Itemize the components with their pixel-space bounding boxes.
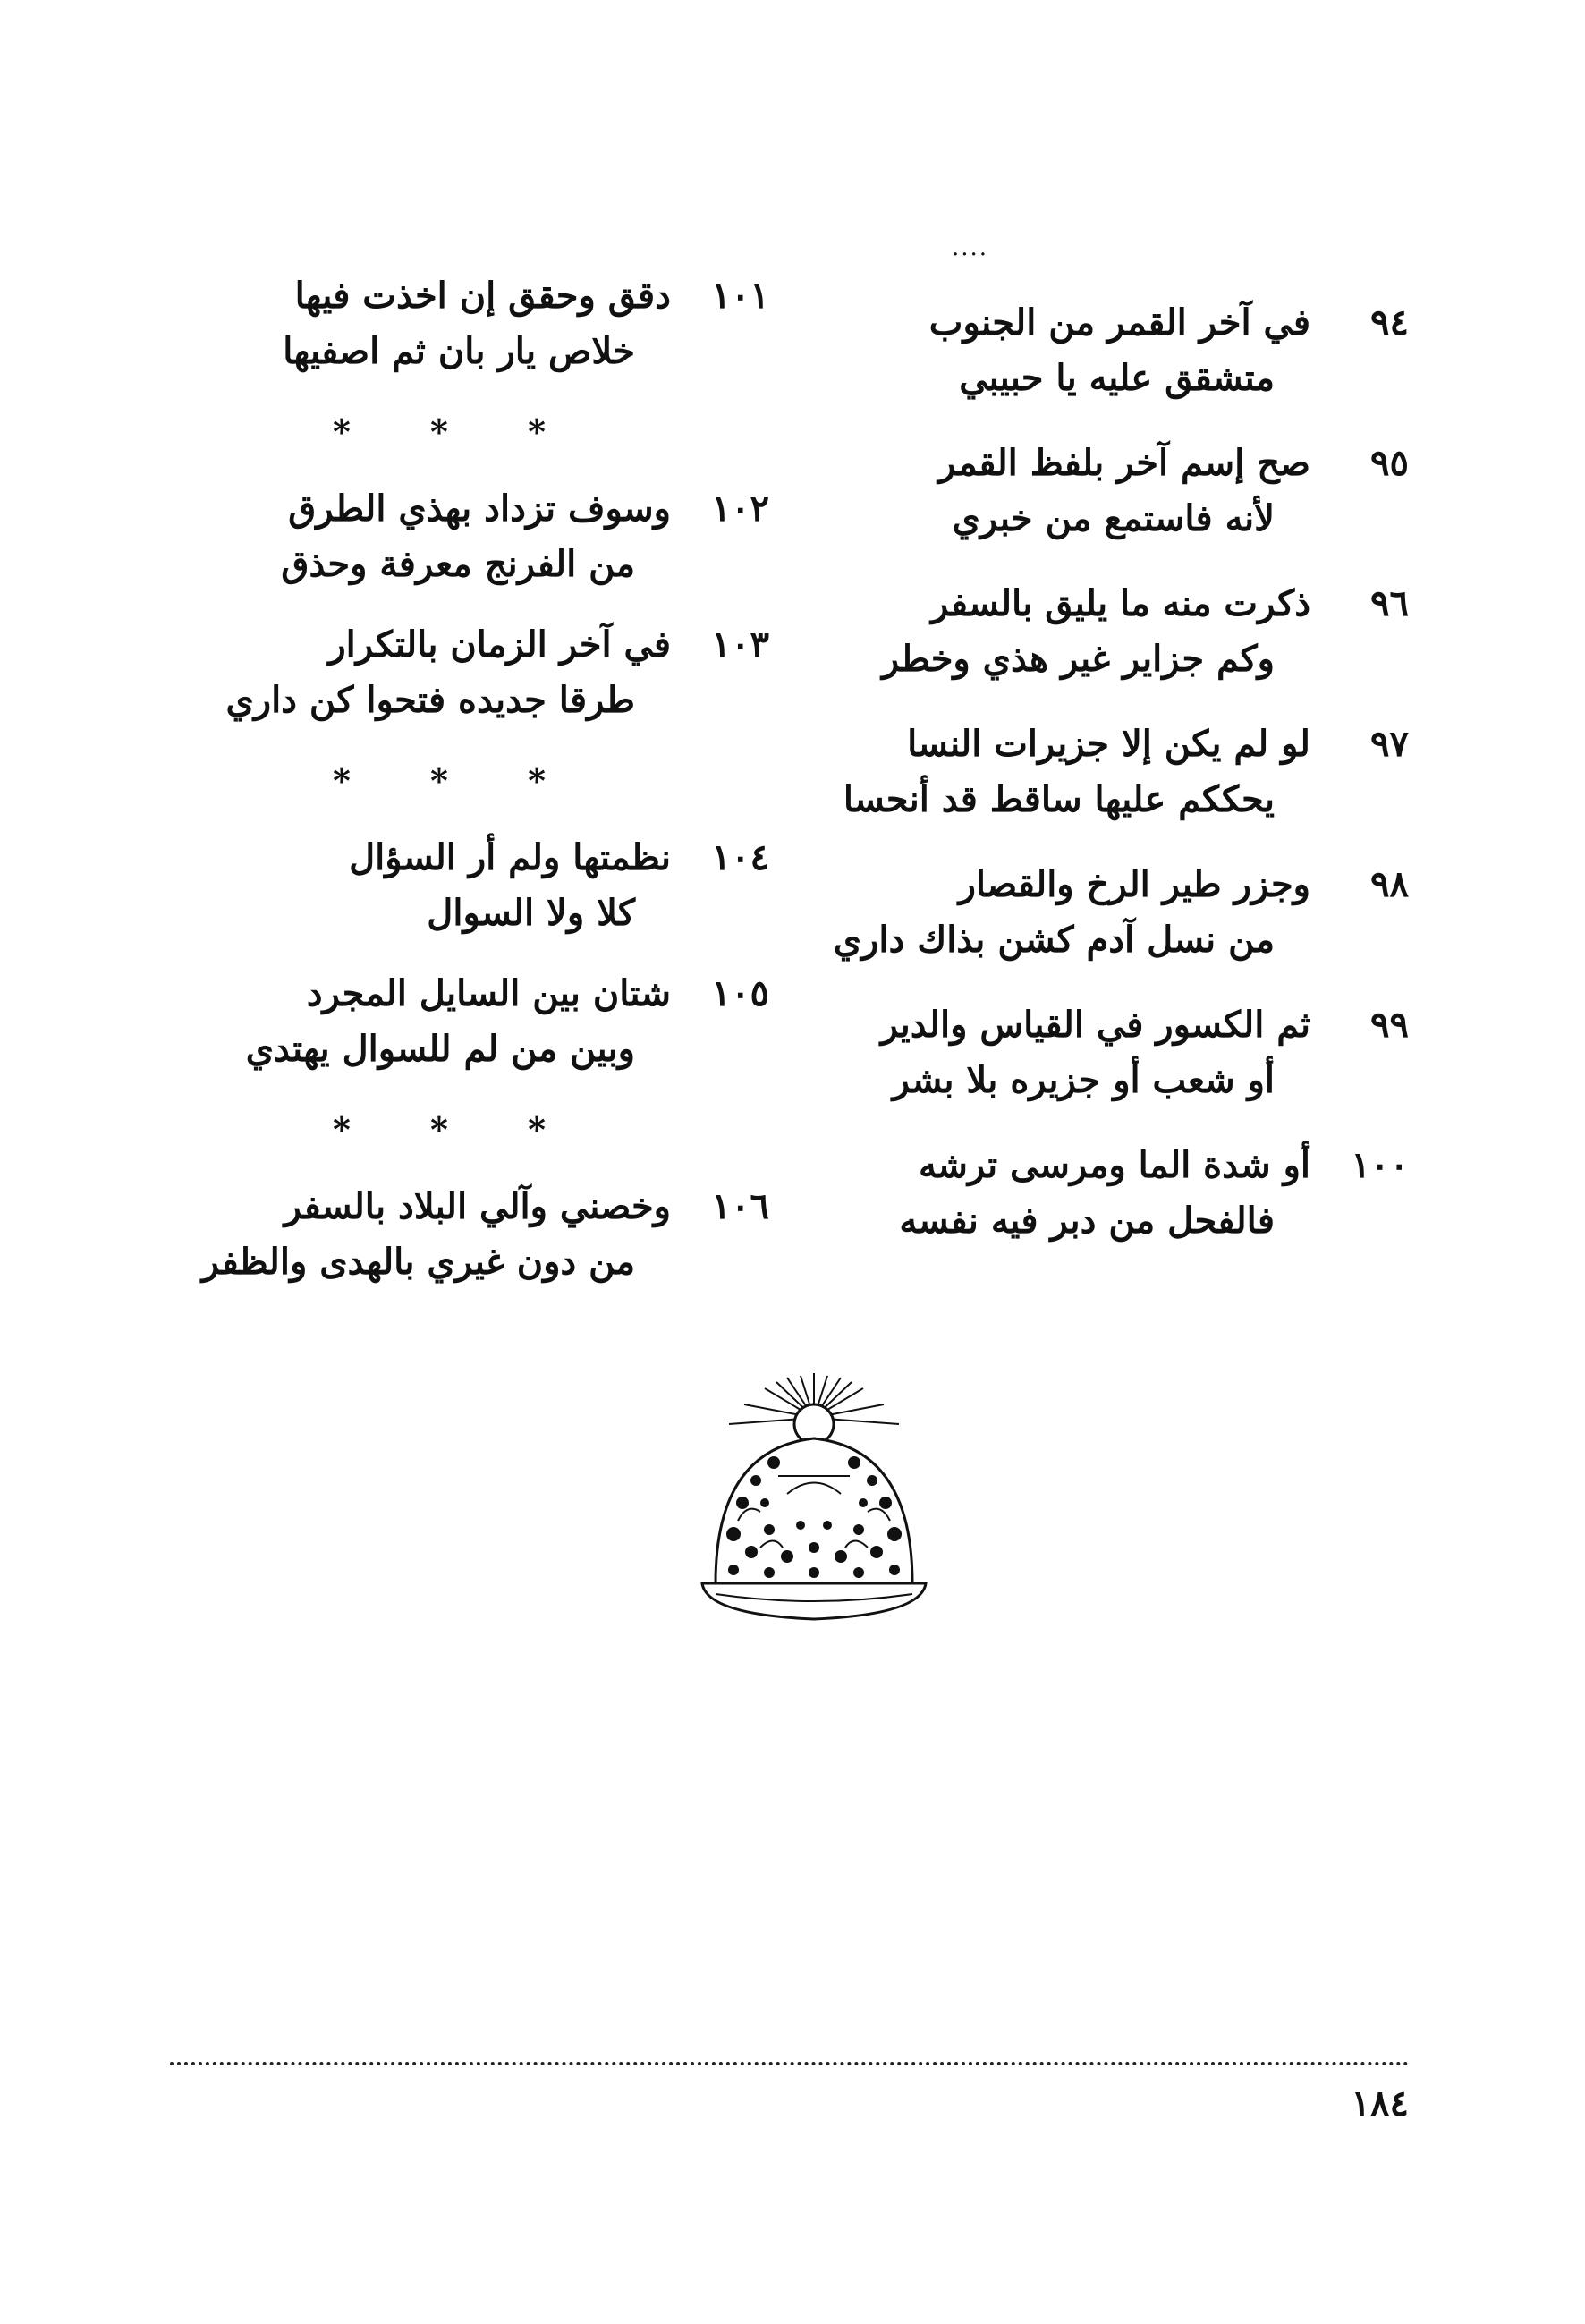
verse-line-2: يحككم عليها ساقط قد أنحسا (843, 778, 1275, 820)
verse-line-2: خلاص يار بان ثم اصفيها (283, 330, 635, 372)
verse-line-2: لأنه فاستمع من خبري (952, 497, 1275, 539)
verse-line-1: وجزر طير الرخ والقصار (958, 863, 1310, 905)
verse-line-1: لو لم يكن إلا جزيرات النسا (907, 723, 1310, 765)
page-number: ١٨٤ (1351, 2082, 1409, 2125)
verse (818, 576, 1409, 687)
verse-line-1: شتان بين السايل المجرد (306, 972, 671, 1014)
verse (818, 295, 1409, 406)
verse-line-1: نظمتها ولم أر السؤال (349, 836, 671, 878)
right-column (818, 295, 1409, 1278)
top-mark: .... (952, 234, 989, 261)
verse (143, 617, 769, 728)
verse-line-1: في آخر الزمان بالتكرار (328, 623, 671, 666)
verse-line-1: دقق وحقق إن اخذت فيها (294, 275, 671, 317)
verse (818, 857, 1409, 968)
footer-divider (170, 2062, 1409, 2065)
verse-line-2: من دون غيري بالهدى والظفر (201, 1241, 635, 1283)
verse-line-2: أو شعب أو جزيره بلا بشر (892, 1059, 1275, 1101)
verse-number: ١٠٣ (711, 623, 769, 666)
verse-line-1: أو شدة الما ومرسى ترشه (918, 1144, 1310, 1186)
section-divider-stars: * * * (332, 1109, 581, 1149)
verse-line-2: كلا ولا السوال (427, 892, 635, 934)
verse-line-2: من الفرنج معرفة وحذق (281, 543, 635, 585)
verse-number: ٩٨ (1370, 863, 1409, 905)
verse-line-1: وخصني وآلي البلاد بالسفر (284, 1185, 671, 1227)
verse-number: ٩٤ (1370, 301, 1409, 344)
verse-line-2: وبين من لم للسوال يهتدي (245, 1028, 635, 1070)
verse-line-1: ثم الكسور في القياس والدير (880, 1004, 1310, 1046)
verse-number: ١٠٠ (1351, 1144, 1409, 1186)
verse (818, 717, 1409, 827)
verse-line-2: طرقا جديده فتحوا كن داري (225, 679, 635, 721)
verse-number: ١٠٥ (711, 972, 769, 1014)
verse (143, 966, 769, 1077)
verse-line-2: فالفحل من دبر فيه نفسه (899, 1200, 1275, 1242)
verse-number: ٩٩ (1370, 1004, 1409, 1046)
verse (143, 268, 769, 379)
verse (818, 436, 1409, 547)
verse-number: ٩٥ (1370, 442, 1409, 484)
verse-number: ١٠٢ (711, 488, 769, 530)
verse-line-1: في آخر القمر من الجنوب (928, 301, 1310, 344)
verse-line-1: صح إسم آخر بلفظ القمر (938, 442, 1310, 484)
verse-line-2: من نسل آدم كشن بذاك داري (833, 919, 1275, 961)
verse-number: ١٠٦ (711, 1185, 769, 1227)
verse-number: ٩٧ (1370, 723, 1409, 765)
verse (818, 997, 1409, 1108)
verse-line-2: متشقق عليه يا حبيبي (959, 357, 1275, 399)
section-divider-stars: * * * (332, 760, 581, 801)
verse-number: ١٠١ (711, 275, 769, 317)
verse (143, 481, 769, 592)
verse-line-1: ذكرت منه ما يليق بالسفر (930, 582, 1310, 624)
sun-over-wreath-ornament-icon (680, 1369, 948, 1637)
verse (143, 1179, 769, 1290)
verse (143, 830, 769, 941)
verse (818, 1138, 1409, 1249)
verse-number: ٩٦ (1370, 582, 1409, 624)
section-divider-stars: * * * (332, 411, 581, 452)
verse-line-2: وكم جزاير غير هذي وخطر (881, 638, 1275, 680)
verse-line-1: وسوف تزداد بهذي الطرق (288, 488, 671, 530)
left-column (143, 268, 769, 1315)
verse-number: ١٠٤ (711, 836, 769, 878)
